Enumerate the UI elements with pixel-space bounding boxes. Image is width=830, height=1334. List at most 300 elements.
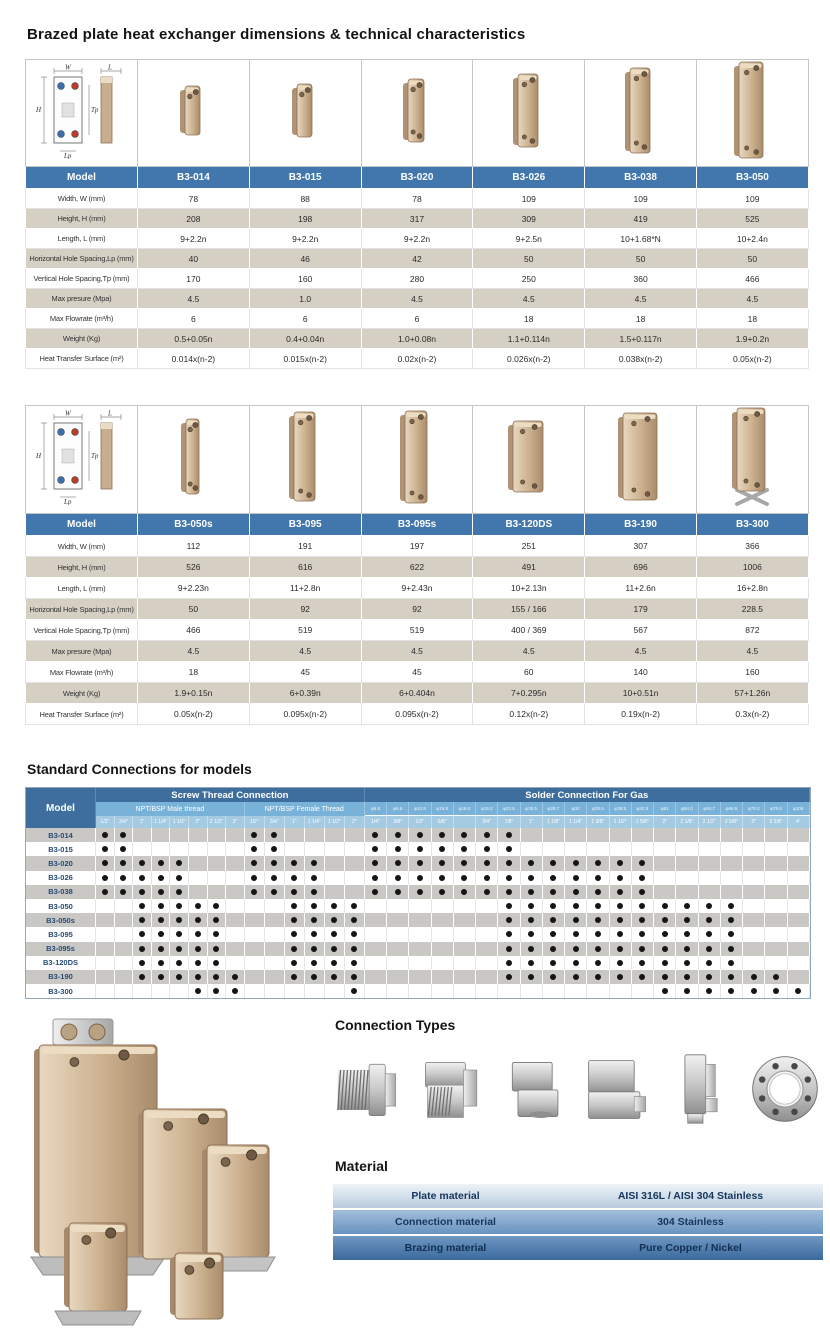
male-size: 2 1/2" xyxy=(208,816,227,828)
availability-dot xyxy=(232,988,238,994)
availability-dot xyxy=(706,917,712,923)
solder-cell xyxy=(454,913,476,927)
solder-cell xyxy=(521,927,543,941)
spec-value-cell: 6 xyxy=(249,309,361,329)
spec-value-cell: 317 xyxy=(361,209,473,229)
solder-cell xyxy=(699,842,721,856)
availability-dot xyxy=(728,960,734,966)
female-thread-cell xyxy=(325,842,345,856)
availability-dot xyxy=(395,875,401,881)
solder-cell xyxy=(387,842,409,856)
availability-dot xyxy=(617,931,623,937)
solder-cell xyxy=(721,913,743,927)
availability-dot xyxy=(461,860,467,866)
spec-value-cell: 18 xyxy=(585,309,697,329)
female-thread-cell xyxy=(305,913,325,927)
solder-cell xyxy=(632,899,654,913)
availability-dot xyxy=(213,960,219,966)
female-thread-cell xyxy=(285,871,305,885)
male-thread-cell xyxy=(189,984,208,998)
dim-label-lp: Lp xyxy=(63,151,71,159)
male-thread-cell xyxy=(189,856,208,870)
solder-size-mm: φ15.9 xyxy=(432,802,454,815)
availability-dot xyxy=(395,832,401,838)
male-thread-cell xyxy=(226,899,245,913)
solder-size-inch: 2 5/8" xyxy=(721,816,743,828)
female-thread-cell xyxy=(345,956,365,970)
solder-cell xyxy=(743,842,765,856)
spec-row-label: Vertical Hole Spacing,Tp (mm) xyxy=(26,620,138,641)
solder-cell xyxy=(432,828,454,842)
dim-label-h: H xyxy=(35,452,41,460)
male-thread-cell xyxy=(152,828,171,842)
solder-cell xyxy=(765,913,787,927)
material-row-value: AISI 316L / AISI 304 Stainless xyxy=(558,1184,823,1208)
availability-dot xyxy=(102,846,108,852)
spec-value-cell: 0.05x(n-2) xyxy=(696,349,808,369)
solder-cell xyxy=(387,984,409,998)
solder-cell xyxy=(610,927,632,941)
solder-fitting-icon xyxy=(499,1047,575,1131)
dimension-diagram xyxy=(29,409,135,505)
female-thread-cell xyxy=(285,913,305,927)
connections-title: Standard Connections for models xyxy=(27,761,252,777)
solder-cell xyxy=(521,956,543,970)
availability-dot xyxy=(158,960,164,966)
male-thread-cell xyxy=(115,871,134,885)
spec-value-cell: 160 xyxy=(249,269,361,289)
spec-value-cell: 251 xyxy=(473,536,585,557)
spec-value-cell: 179 xyxy=(585,599,697,620)
solder-size-inch: 1 5/8" xyxy=(632,816,654,828)
solder-size-mm: φ54.0 xyxy=(676,802,698,815)
availability-dot xyxy=(213,974,219,980)
availability-dot xyxy=(728,931,734,937)
male-thread-cell xyxy=(115,956,134,970)
female-thread-cell xyxy=(245,970,265,984)
female-thread-cell xyxy=(325,970,345,984)
model-header-cell: Model xyxy=(26,514,138,536)
availability-dot xyxy=(351,903,357,909)
availability-dot xyxy=(311,960,317,966)
solder-cell xyxy=(699,899,721,913)
solder-cell xyxy=(743,984,765,998)
solder-cell xyxy=(676,970,698,984)
solder-cell xyxy=(543,970,565,984)
male-thread-cell xyxy=(115,913,134,927)
spec-value-cell: 92 xyxy=(249,599,361,620)
connection-row-model: B3-014 xyxy=(26,828,96,842)
solder-cell xyxy=(721,885,743,899)
spec-value-cell: 696 xyxy=(585,557,697,578)
spec-value-cell: 4.5 xyxy=(696,289,808,309)
availability-dot xyxy=(484,875,490,881)
solder-cell xyxy=(543,842,565,856)
spec-value-cell: 9+2.43n xyxy=(361,578,473,599)
female-thread-cell xyxy=(245,984,265,998)
availability-dot xyxy=(102,875,108,881)
female-thread-cell xyxy=(285,956,305,970)
solder-cell xyxy=(543,927,565,941)
availability-dot xyxy=(311,931,317,937)
solder-cell xyxy=(743,828,765,842)
solder-cell xyxy=(632,927,654,941)
model-column-header: Model xyxy=(26,788,96,828)
solder-cell xyxy=(654,871,676,885)
solder-cell xyxy=(476,885,498,899)
solder-cell xyxy=(387,885,409,899)
availability-dot xyxy=(595,860,601,866)
spec-row xyxy=(26,189,809,209)
solder-cell xyxy=(476,956,498,970)
solder-size-mm: φ28.7 xyxy=(543,802,565,815)
availability-dot xyxy=(176,875,182,881)
spec-value-cell: 6 xyxy=(138,309,250,329)
solder-cell xyxy=(765,942,787,956)
spec-value-cell: 9+2.23n xyxy=(138,578,250,599)
male-thread-cell xyxy=(152,899,171,913)
solder-size-inch: 2 1/8" xyxy=(676,816,698,828)
solder-cell xyxy=(632,956,654,970)
female-thread-cell xyxy=(305,956,325,970)
solder-cell xyxy=(543,856,565,870)
female-thread-cell xyxy=(245,913,265,927)
spec-value-cell: 4.5 xyxy=(585,289,697,309)
spec-value-cell: 872 xyxy=(696,620,808,641)
solder-cell xyxy=(721,828,743,842)
availability-dot xyxy=(550,931,556,937)
solder-size-mm: φ38.5 xyxy=(610,802,632,815)
connection-types-title: Connection Types xyxy=(335,1017,456,1034)
solder-cell xyxy=(587,828,609,842)
spec-value-cell: 9+2.2n xyxy=(361,229,473,249)
availability-dot xyxy=(573,875,579,881)
solder-cell xyxy=(765,956,787,970)
availability-dot xyxy=(639,875,645,881)
solder-cell xyxy=(587,842,609,856)
availability-dot xyxy=(291,875,297,881)
availability-dot xyxy=(573,917,579,923)
solder-cell xyxy=(543,956,565,970)
male-thread-cell xyxy=(133,984,152,998)
availability-dot xyxy=(506,903,512,909)
solder-cell xyxy=(587,871,609,885)
spec-value-cell: 50 xyxy=(585,249,697,269)
male-thread-cell xyxy=(115,970,134,984)
solder-cell xyxy=(365,899,387,913)
availability-dot xyxy=(311,860,317,866)
dim-label-w: W xyxy=(64,63,71,71)
dimensions-table-1 xyxy=(25,59,809,369)
spec-value-cell: 50 xyxy=(473,249,585,269)
availability-dot xyxy=(506,931,512,937)
solder-cell xyxy=(565,899,587,913)
female-thread-cell xyxy=(265,828,285,842)
female-size: 2" xyxy=(345,816,365,828)
solder-size-inch: 1 1/8" xyxy=(543,816,565,828)
female-thread-cell xyxy=(345,942,365,956)
availability-dot xyxy=(617,860,623,866)
spec-value-cell: 7+0.295n xyxy=(473,683,585,704)
connection-row-model: B3-190 xyxy=(26,970,96,984)
solder-cell xyxy=(699,885,721,899)
solder-cell xyxy=(387,856,409,870)
male-thread-cell xyxy=(96,856,115,870)
female-thread-cell xyxy=(265,984,285,998)
model-header-cell: Model xyxy=(26,167,138,189)
spec-row-label: Horizontal Hole Spacing,Lp (mm) xyxy=(26,599,138,620)
dimensions-table-2 xyxy=(25,405,809,725)
spec-value-cell: 309 xyxy=(473,209,585,229)
solder-cell xyxy=(699,942,721,956)
female-thread-cell xyxy=(285,927,305,941)
solder-cell xyxy=(587,984,609,998)
availability-dot xyxy=(139,931,145,937)
availability-dot xyxy=(351,946,357,952)
model-name-cell: B3-190 xyxy=(585,514,697,536)
solder-cell xyxy=(654,970,676,984)
availability-dot xyxy=(351,960,357,966)
spec-value-cell: 228.5 xyxy=(696,599,808,620)
availability-dot xyxy=(195,946,201,952)
solder-size-mm: φ108 xyxy=(788,802,810,815)
male-size: 1/2" xyxy=(96,816,115,828)
model-name-cell: B3-026 xyxy=(473,167,585,189)
solder-cell xyxy=(654,927,676,941)
availability-dot xyxy=(751,988,757,994)
male-thread-cell xyxy=(152,970,171,984)
availability-dot xyxy=(331,903,337,909)
spec-value-cell: 1.5+0.117n xyxy=(585,329,697,349)
solder-cell xyxy=(765,970,787,984)
solder-fitting-large-icon xyxy=(581,1047,657,1131)
solder-cell xyxy=(365,984,387,998)
availability-dot xyxy=(550,875,556,881)
availability-dot xyxy=(176,917,182,923)
solder-cell xyxy=(476,856,498,870)
solder-size-inch: 1/4" xyxy=(365,816,387,828)
availability-dot xyxy=(639,860,645,866)
availability-dot xyxy=(271,889,277,895)
spec-value-cell: 18 xyxy=(138,662,250,683)
spec-value-cell: 197 xyxy=(361,536,473,557)
spec-row xyxy=(26,329,809,349)
model-name-cell: B3-020 xyxy=(361,167,473,189)
availability-dot xyxy=(528,917,534,923)
male-thread-cell xyxy=(170,927,189,941)
spec-value-cell: 155 / 166 xyxy=(473,599,585,620)
spec-value-cell: 0.026x(n-2) xyxy=(473,349,585,369)
solder-cell xyxy=(676,828,698,842)
dim-label-lp: Lp xyxy=(63,498,71,505)
spec-value-cell: 466 xyxy=(138,620,250,641)
availability-dot xyxy=(195,988,201,994)
spec-row-label: Length, L (mm) xyxy=(26,229,138,249)
availability-dot xyxy=(102,832,108,838)
availability-dot xyxy=(595,875,601,881)
male-thread-cell xyxy=(170,956,189,970)
solder-cell xyxy=(788,899,810,913)
female-thread-fitting-icon xyxy=(416,1047,492,1131)
female-thread-cell xyxy=(285,828,305,842)
solder-cell xyxy=(565,913,587,927)
male-thread-cell xyxy=(208,856,227,870)
availability-dot xyxy=(639,889,645,895)
spec-value-cell: 4.5 xyxy=(473,641,585,662)
flange-fitting-icon xyxy=(747,1047,823,1131)
availability-dot xyxy=(120,860,126,866)
female-thread-cell xyxy=(325,899,345,913)
male-size: 1" xyxy=(133,816,152,828)
spec-value-cell: 11+2.6n xyxy=(585,578,697,599)
solder-size-mm: φ12.9 xyxy=(409,802,431,815)
solder-cell xyxy=(765,856,787,870)
male-thread-cell xyxy=(208,871,227,885)
connection-row-model: B3-095 xyxy=(26,927,96,941)
male-thread-cell xyxy=(226,970,245,984)
availability-dot xyxy=(158,946,164,952)
availability-dot xyxy=(195,931,201,937)
spec-value-cell: 18 xyxy=(696,309,808,329)
solder-cell xyxy=(432,956,454,970)
availability-dot xyxy=(461,846,467,852)
female-thread-cell xyxy=(265,927,285,941)
availability-dot xyxy=(120,832,126,838)
female-thread-cell xyxy=(305,885,325,899)
availability-dot xyxy=(461,832,467,838)
solder-cell xyxy=(699,871,721,885)
spec-row-label: Width, W (mm) xyxy=(26,536,138,557)
connection-row-model: B3-095s xyxy=(26,942,96,956)
solder-cell xyxy=(565,984,587,998)
solder-cell xyxy=(543,828,565,842)
male-thread-cell xyxy=(189,927,208,941)
solder-cell xyxy=(454,842,476,856)
solder-cell xyxy=(454,828,476,842)
spec-row xyxy=(26,229,809,249)
female-thread-cell xyxy=(325,856,345,870)
male-thread-cell xyxy=(96,899,115,913)
availability-dot xyxy=(573,889,579,895)
solder-size-inch: 2 1/2" xyxy=(699,816,721,828)
solder-cell xyxy=(409,984,431,998)
availability-dot xyxy=(271,875,277,881)
availability-dot xyxy=(251,875,257,881)
availability-dot xyxy=(550,903,556,909)
male-size: 3/4" xyxy=(115,816,134,828)
male-thread-cell xyxy=(226,828,245,842)
male-thread-fitting-icon xyxy=(333,1047,409,1131)
solder-cell xyxy=(632,913,654,927)
female-thread-cell xyxy=(325,828,345,842)
availability-dot xyxy=(706,903,712,909)
male-thread-cell xyxy=(96,942,115,956)
solder-cell xyxy=(476,913,498,927)
spec-value-cell: 109 xyxy=(696,189,808,209)
solder-cell xyxy=(476,984,498,998)
male-thread-cell xyxy=(170,984,189,998)
availability-dot xyxy=(251,832,257,838)
male-thread-cell xyxy=(152,871,171,885)
solder-cell xyxy=(788,842,810,856)
availability-dot xyxy=(395,846,401,852)
availability-dot xyxy=(176,860,182,866)
solder-cell xyxy=(565,842,587,856)
solder-cell xyxy=(432,970,454,984)
solder-cell xyxy=(699,970,721,984)
solder-cell xyxy=(788,871,810,885)
availability-dot xyxy=(271,860,277,866)
female-thread-cell xyxy=(305,970,325,984)
solder-cell xyxy=(610,970,632,984)
female-size: 3/4" xyxy=(265,816,285,828)
availability-dot xyxy=(291,974,297,980)
material-row-label: Connection material xyxy=(333,1210,558,1234)
solder-size-mm: φ79.5 xyxy=(765,802,787,815)
grooved-fitting-item xyxy=(664,1047,740,1136)
male-thread-cell xyxy=(133,956,152,970)
solder-cell xyxy=(699,828,721,842)
spec-value-cell: 1.0 xyxy=(249,289,361,309)
availability-dot xyxy=(595,917,601,923)
male-thread-cell xyxy=(96,913,115,927)
spec-value-cell: 0.038x(n-2) xyxy=(585,349,697,369)
male-thread-cell xyxy=(152,942,171,956)
spec-value-cell: 4.5 xyxy=(473,289,585,309)
availability-dot xyxy=(195,903,201,909)
solder-cell xyxy=(743,856,765,870)
availability-dot xyxy=(291,889,297,895)
product-image-cell xyxy=(696,60,808,167)
solder-cell xyxy=(409,970,431,984)
spec-row xyxy=(26,620,809,641)
solder-cell xyxy=(565,927,587,941)
spec-value-cell: 10+0.51n xyxy=(585,683,697,704)
solder-cell xyxy=(699,956,721,970)
availability-dot xyxy=(639,960,645,966)
solder-cell xyxy=(521,828,543,842)
availability-dot xyxy=(662,903,668,909)
male-thread-cell xyxy=(152,856,171,870)
solder-cell xyxy=(498,984,520,998)
female-thread-cell xyxy=(285,856,305,870)
spec-value-cell: 4.5 xyxy=(138,289,250,309)
solder-cell xyxy=(454,899,476,913)
spec-value-cell: 40 xyxy=(138,249,250,269)
male-thread-cell xyxy=(152,913,171,927)
solder-cell xyxy=(387,927,409,941)
availability-dot xyxy=(728,917,734,923)
solder-cell xyxy=(565,970,587,984)
dim-label-h: H xyxy=(35,105,41,114)
solder-cell xyxy=(387,956,409,970)
availability-dot xyxy=(528,875,534,881)
spec-value-cell: 366 xyxy=(696,536,808,557)
heat-exchanger-image xyxy=(512,73,546,149)
solder-cell xyxy=(454,885,476,899)
male-thread-cell xyxy=(115,899,134,913)
spec-value-cell: 88 xyxy=(249,189,361,209)
male-thread-cell xyxy=(226,984,245,998)
spec-row-label: Vertical Hole Spacing,Tp (mm) xyxy=(26,269,138,289)
spec-value-cell: 1.0+0.08n xyxy=(361,329,473,349)
female-thread-cell xyxy=(265,871,285,885)
model-name-cell: B3-014 xyxy=(138,167,250,189)
solder-cell xyxy=(587,927,609,941)
spec-value-cell: 519 xyxy=(361,620,473,641)
solder-cell xyxy=(521,984,543,998)
spec-value-cell: 567 xyxy=(585,620,697,641)
